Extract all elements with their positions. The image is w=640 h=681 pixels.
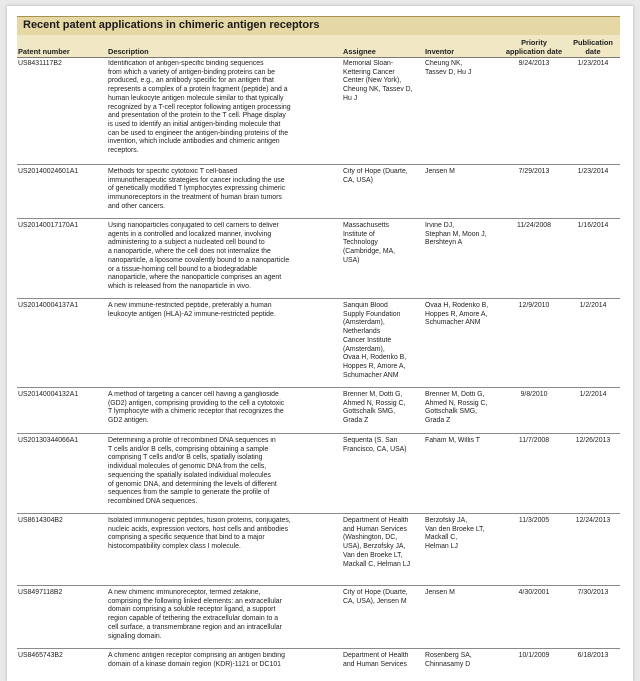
- assignee: Brenner M, Dotti G, Ahmed N, Rossig C, Gottschalk SMG, Grada Z: [343, 391, 406, 425]
- table-row: [17, 299, 620, 388]
- patent-number: US20130344066A1: [18, 437, 79, 444]
- table-row: [17, 586, 620, 649]
- description: Using nanoparticles conjugated to cell carriers to deliver agents in a controlled and localized manner, involving administering to a subject a nucleated cell bound to a nanoparticle, where the cell does not internalize the nanoparticle, a liposome covalently bound to a nanoparticle or a tissue-homing cell bound to a biodegradable nanoparticle, where the nanoparticle comprises an agent which is released from the nanoparticle in vivo.: [108, 222, 290, 290]
- table-title: Recent patent applications in chimeric antigen receptors: [23, 19, 320, 31]
- patent-number: US20140004132A1: [18, 391, 79, 398]
- inventor: Berzofsky JA, Van den Broeke LT, Mackall C, Helman LJ: [425, 517, 485, 551]
- inventor: Cheung NK, Tassev D, Hu J: [425, 60, 472, 76]
- patent-number: US20140004137A1: [18, 302, 79, 309]
- description: A new chimeric immunoreceptor, termed zetakine, comprising the following linked elements: an extracellular domain comprising a soluble receptor ligand, a support region capable of tethering the extracellular domain to a cell surface, a transmembrane region and an intracellular signaling domain.: [108, 589, 282, 640]
- publication-date: 1/16/2014: [577, 222, 609, 229]
- inventor: Ovaa H, Rodenko B, Hoppes R, Amore A, Schumacher ANM: [425, 302, 489, 327]
- publication-date: 1/23/2014: [577, 60, 609, 67]
- inventor: Jensen M: [425, 168, 455, 175]
- inventor: Jensen M: [425, 589, 455, 596]
- description: Methods for specific cytotoxic T cell-based immunotherapeutic strategies for cancer including the use of genetically modified T lymphocytes expressing chimeric immunoreceptors in the treatment of human brain tumors and other cancers.: [108, 168, 286, 210]
- description: A method of targeting a cancer cell having a ganglioside (GD2) antigen, comprising providing to the cell a cytotoxic T lymphocyte with a chimeric receptor that recognizes the GD2 antigen.: [108, 391, 285, 425]
- assignee: Massachusetts Institute of Technology (Cambridge, MA, USA): [343, 222, 396, 264]
- header-publication-top: Publication: [573, 38, 613, 47]
- description: A chimeric antigen receptor comprising an antigen binding domain of a kinase domain region (KDR)-1121 or DC101: [108, 652, 285, 668]
- table-header: [17, 35, 620, 58]
- patent-number: US20140024601A1: [18, 168, 79, 175]
- description: A new immune-restricted peptide, preferably a human leukocyte antigen (HLA)-A2 immune-restricted peptide.: [108, 302, 276, 318]
- publication-date: 1/23/2014: [577, 168, 609, 175]
- header-inventor: Inventor: [425, 47, 455, 56]
- priority-date: 11/7/2008: [518, 437, 550, 444]
- priority-date: 9/24/2013: [518, 60, 550, 67]
- header-priority-bottom: application date: [505, 47, 563, 56]
- document-page: [7, 6, 633, 681]
- patent-number: US8614304B2: [18, 517, 63, 524]
- header-priority-top: Priority: [521, 38, 547, 47]
- publication-date: 12/26/2013: [575, 437, 611, 444]
- header-assignee: Assignee: [343, 47, 376, 56]
- priority-date: 10/1/2009: [518, 652, 550, 659]
- description: Identification of antigen-specific binding sequences from which a variety of antigen-binding proteins can be produced, e.g., an antibody specific for an antigen that represents a complex of a protein fragment (peptide) and a human leukocyte antigen molecule similar to that typically recognized by a T-cell receptor following antigen processing and presentation of the protein to the T cell. Phage display is used to identify an initial antigen-binding molecule that can be used to engineer the antigen-binding proteins of the invention, which include antibodies and chimeric antigen receptors.: [108, 60, 291, 155]
- assignee: Department of Health and Human Services: [343, 652, 409, 668]
- inventor: Irvine DJ, Stephan M, Moon J, Bershteyn A: [425, 222, 487, 247]
- table-title-bar: [17, 16, 620, 35]
- assignee: Sanquin Blood Supply Foundation (Amsterdam), Netherlands Cancer Institute (Amsterdam), Ovaa H, Rodenko B, Hoppes R, Amore A, Schumacher ANM: [343, 302, 407, 379]
- publication-date: 7/30/2013: [577, 589, 609, 596]
- priority-date: 12/9/2010: [518, 302, 550, 309]
- publication-date: 12/24/2013: [575, 517, 611, 524]
- inventor: Faham M, Willis T: [425, 437, 481, 444]
- patent-number: US8465743B2: [18, 652, 63, 659]
- priority-date: 9/8/2010: [520, 391, 548, 398]
- table-row: [17, 434, 620, 514]
- inventor: Brenner M, Dotti G, Ahmed N, Rossig C, Gottschalk SMG, Grada Z: [425, 391, 488, 425]
- table-row: [17, 388, 620, 434]
- assignee: City of Hope (Duarte, CA, USA): [343, 168, 408, 184]
- assignee: Sequenta (S. San Francisco, CA, USA): [343, 437, 407, 453]
- assignee: Department of Health and Human Services (Washington, DC, USA), Berzofsky JA, Van den Broeke LT, Mackall C, Helman LJ: [343, 517, 411, 568]
- priority-date: 7/29/2013: [518, 168, 550, 175]
- patent-number: US8431117B2: [18, 60, 62, 67]
- table-row: [17, 649, 620, 681]
- inventor: Rosenberg SA, Chinnasamy D: [425, 652, 472, 668]
- patent-number: US8497118B2: [18, 589, 63, 596]
- assignee: City of Hope (Duarte, CA, USA), Jensen M: [343, 589, 408, 605]
- header-publication-bottom: date: [585, 47, 601, 56]
- priority-date: 11/24/2008: [517, 222, 551, 229]
- table-row: [17, 219, 620, 299]
- table-row: [17, 57, 620, 165]
- publication-date: 1/2/2014: [579, 391, 607, 398]
- priority-date: 4/30/2001: [518, 589, 550, 596]
- header-patent-number: Patent number: [18, 47, 70, 56]
- publication-date: 6/18/2013: [577, 652, 609, 659]
- assignee: Memorial Sloan- Kettering Cancer Center (New York), Cheung NK, Tassev D, Hu J: [343, 60, 413, 102]
- header-description: Description: [108, 47, 149, 56]
- table-row: [17, 165, 620, 219]
- priority-date: 11/3/2005: [518, 517, 550, 524]
- patent-number: US20140017170A1: [18, 222, 79, 229]
- publication-date: 1/2/2014: [579, 302, 607, 309]
- description: Isolated immunogenic peptides, fusion proteins, conjugates, nucleic acids, expression vectors, host cells and antibodies comprising a specific sequence that bind to a major histocompatibility complex class I molecule.: [108, 517, 291, 551]
- table-row: [17, 514, 620, 586]
- description: Determining a profile of recombined DNA sequences in T cells and/or B cells, comprising obtaining a sample comprising T cells and/or B cells, spatially isolating individual molecules of genomic DNA from the cells, sequencing the spatially isolated individual molecules of genomic DNA, and determining the levels of different sequences from the sample to generate the profile of recombined DNA sequences.: [108, 437, 277, 505]
